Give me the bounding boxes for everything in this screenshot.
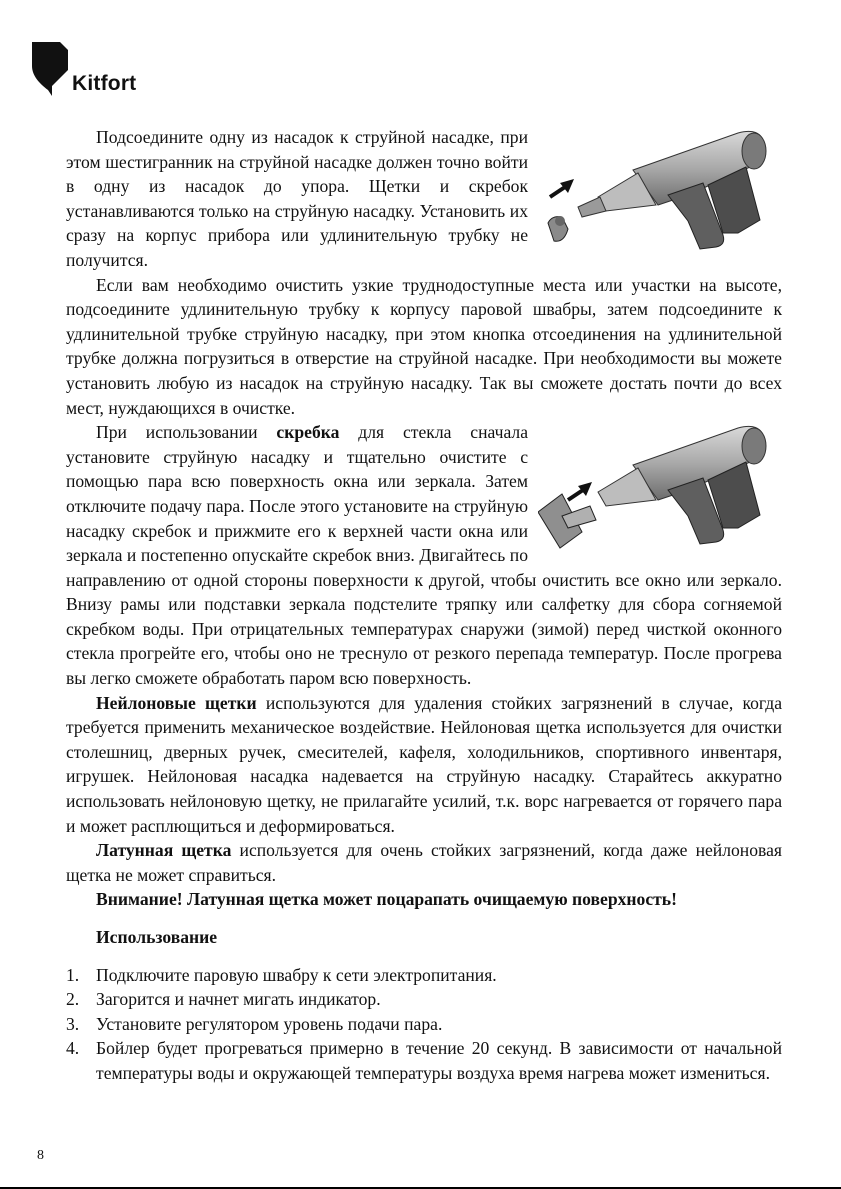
scraper-attach-illustration [538,420,788,560]
kitfort-logo [32,40,152,96]
warning-bold: Внимание! Латунная щетка может поцарапать очищаемую поверхность! [96,889,677,910]
step-text: Бойлер будет прогреваться примерно в течение 20 секунд. В зависимости от начальной температуры воды и окружающей температуры воздуха время нагрева может измениться. [96,1038,782,1083]
brass-brush-term: Латунная щетка [96,840,232,861]
step-text: Установите регулятором уровень подачи пара. [96,1013,443,1034]
kitfort-logo-icon [32,40,72,96]
paragraph-attach-nozzle: Подсоедините одну из насадок к струйной насадке, при этом шестигранник на струйной насадке должен точно войти в одну из насадок до упора. Щетки и скребок устанавливаются только на струйную насадку. Установить их сразу на корпус прибора или удлинительную трубку не получится. [66,127,528,270]
step-text: Подключите паровую швабру к сети электропитания. [96,964,497,985]
step-number: 3. [66,1013,80,1034]
list-item [66,1036,782,1085]
paragraph-brass-brush [66,838,782,887]
brand-name: Kitfort [72,72,137,95]
step-text: Загорится и начнет мигать индикатор. [96,989,381,1010]
list-item [66,987,782,1012]
nozzle-attach-illustration [538,125,788,265]
brass-brush-text: используется для очень стойких загрязнений, когда даже нейлоновая щетка не может справиться. [66,840,782,885]
paragraph-extension-tube: Если вам необходимо очистить узкие труднодоступные места или участки на высоте, подсоедините удлинительную трубку к корпусу паровой швабры, затем подсоедините к удлинительной трубке струйную насадку, при этом кнопка отсоединения на удлинительной трубке должна погрузиться в отверстие на струйной насадке. При необходимости вы можете установить любую из насадок на струйную насадку. Так вы сможете достать почти до всех мест, нуждающихся в очистке. [66,274,782,418]
scraper-term: скребка [276,422,340,443]
scraper-text-intro: При использовании [96,422,277,443]
list-item [66,963,782,988]
usage-steps-list [66,963,782,1086]
warning-text [66,887,782,912]
page-content [66,125,782,1086]
nylon-brushes-term: Нейлоновые щетки [96,692,257,713]
usage-heading: Использование [96,927,218,947]
step-number: 2. [66,989,80,1010]
scraper-text-body: для стекла сначала установите струйную насадку и тщательно очистите с помощью пара всю поверхность окна или зеркала. Затем отключите подачу пара. После этого установите на струйную насадку скребок и прижмите его к верхней части окна или зеркала и постепенно опускайте скребок вниз. Двигайтесь по направлению от одной стороны поверхности к другой, чтобы очистить все окно или зеркало. Внизу рамы или подставки зеркала подстелите тряпку или салфетку для сбора согняемой скребком воды. При отрицательных температурах снаружи (зимой) перед чисткой оконного стекла прогрейте его, чтобы оно не треснуло от резкого перепада температур. После прогрева вы легко сможете обработать паром всю поверхность. [66,422,782,689]
step-number: 1. [66,964,80,985]
nylon-brushes-text: используются для удаления стойких загрязнений в случае, когда требуется применить механическое воздействие. Нейлоновая щетка используется для очистки столешниц, дверных ручек, смесителей, кафеля, холодильников, спортивного инвентаря, игрушек. Нейлоновая насадка надевается на струйную насадку. Старайтесь аккуратно использовать нейлоновую щетку, не прилагайте усилий, т.к. ворс нагревается от горячего пара и может расплющиться и деформироваться. [66,692,782,836]
page-number: 8 [37,1148,44,1163]
step-number: 4. [66,1038,80,1059]
list-item [66,1012,782,1037]
paragraph-nylon-brushes [66,691,782,839]
